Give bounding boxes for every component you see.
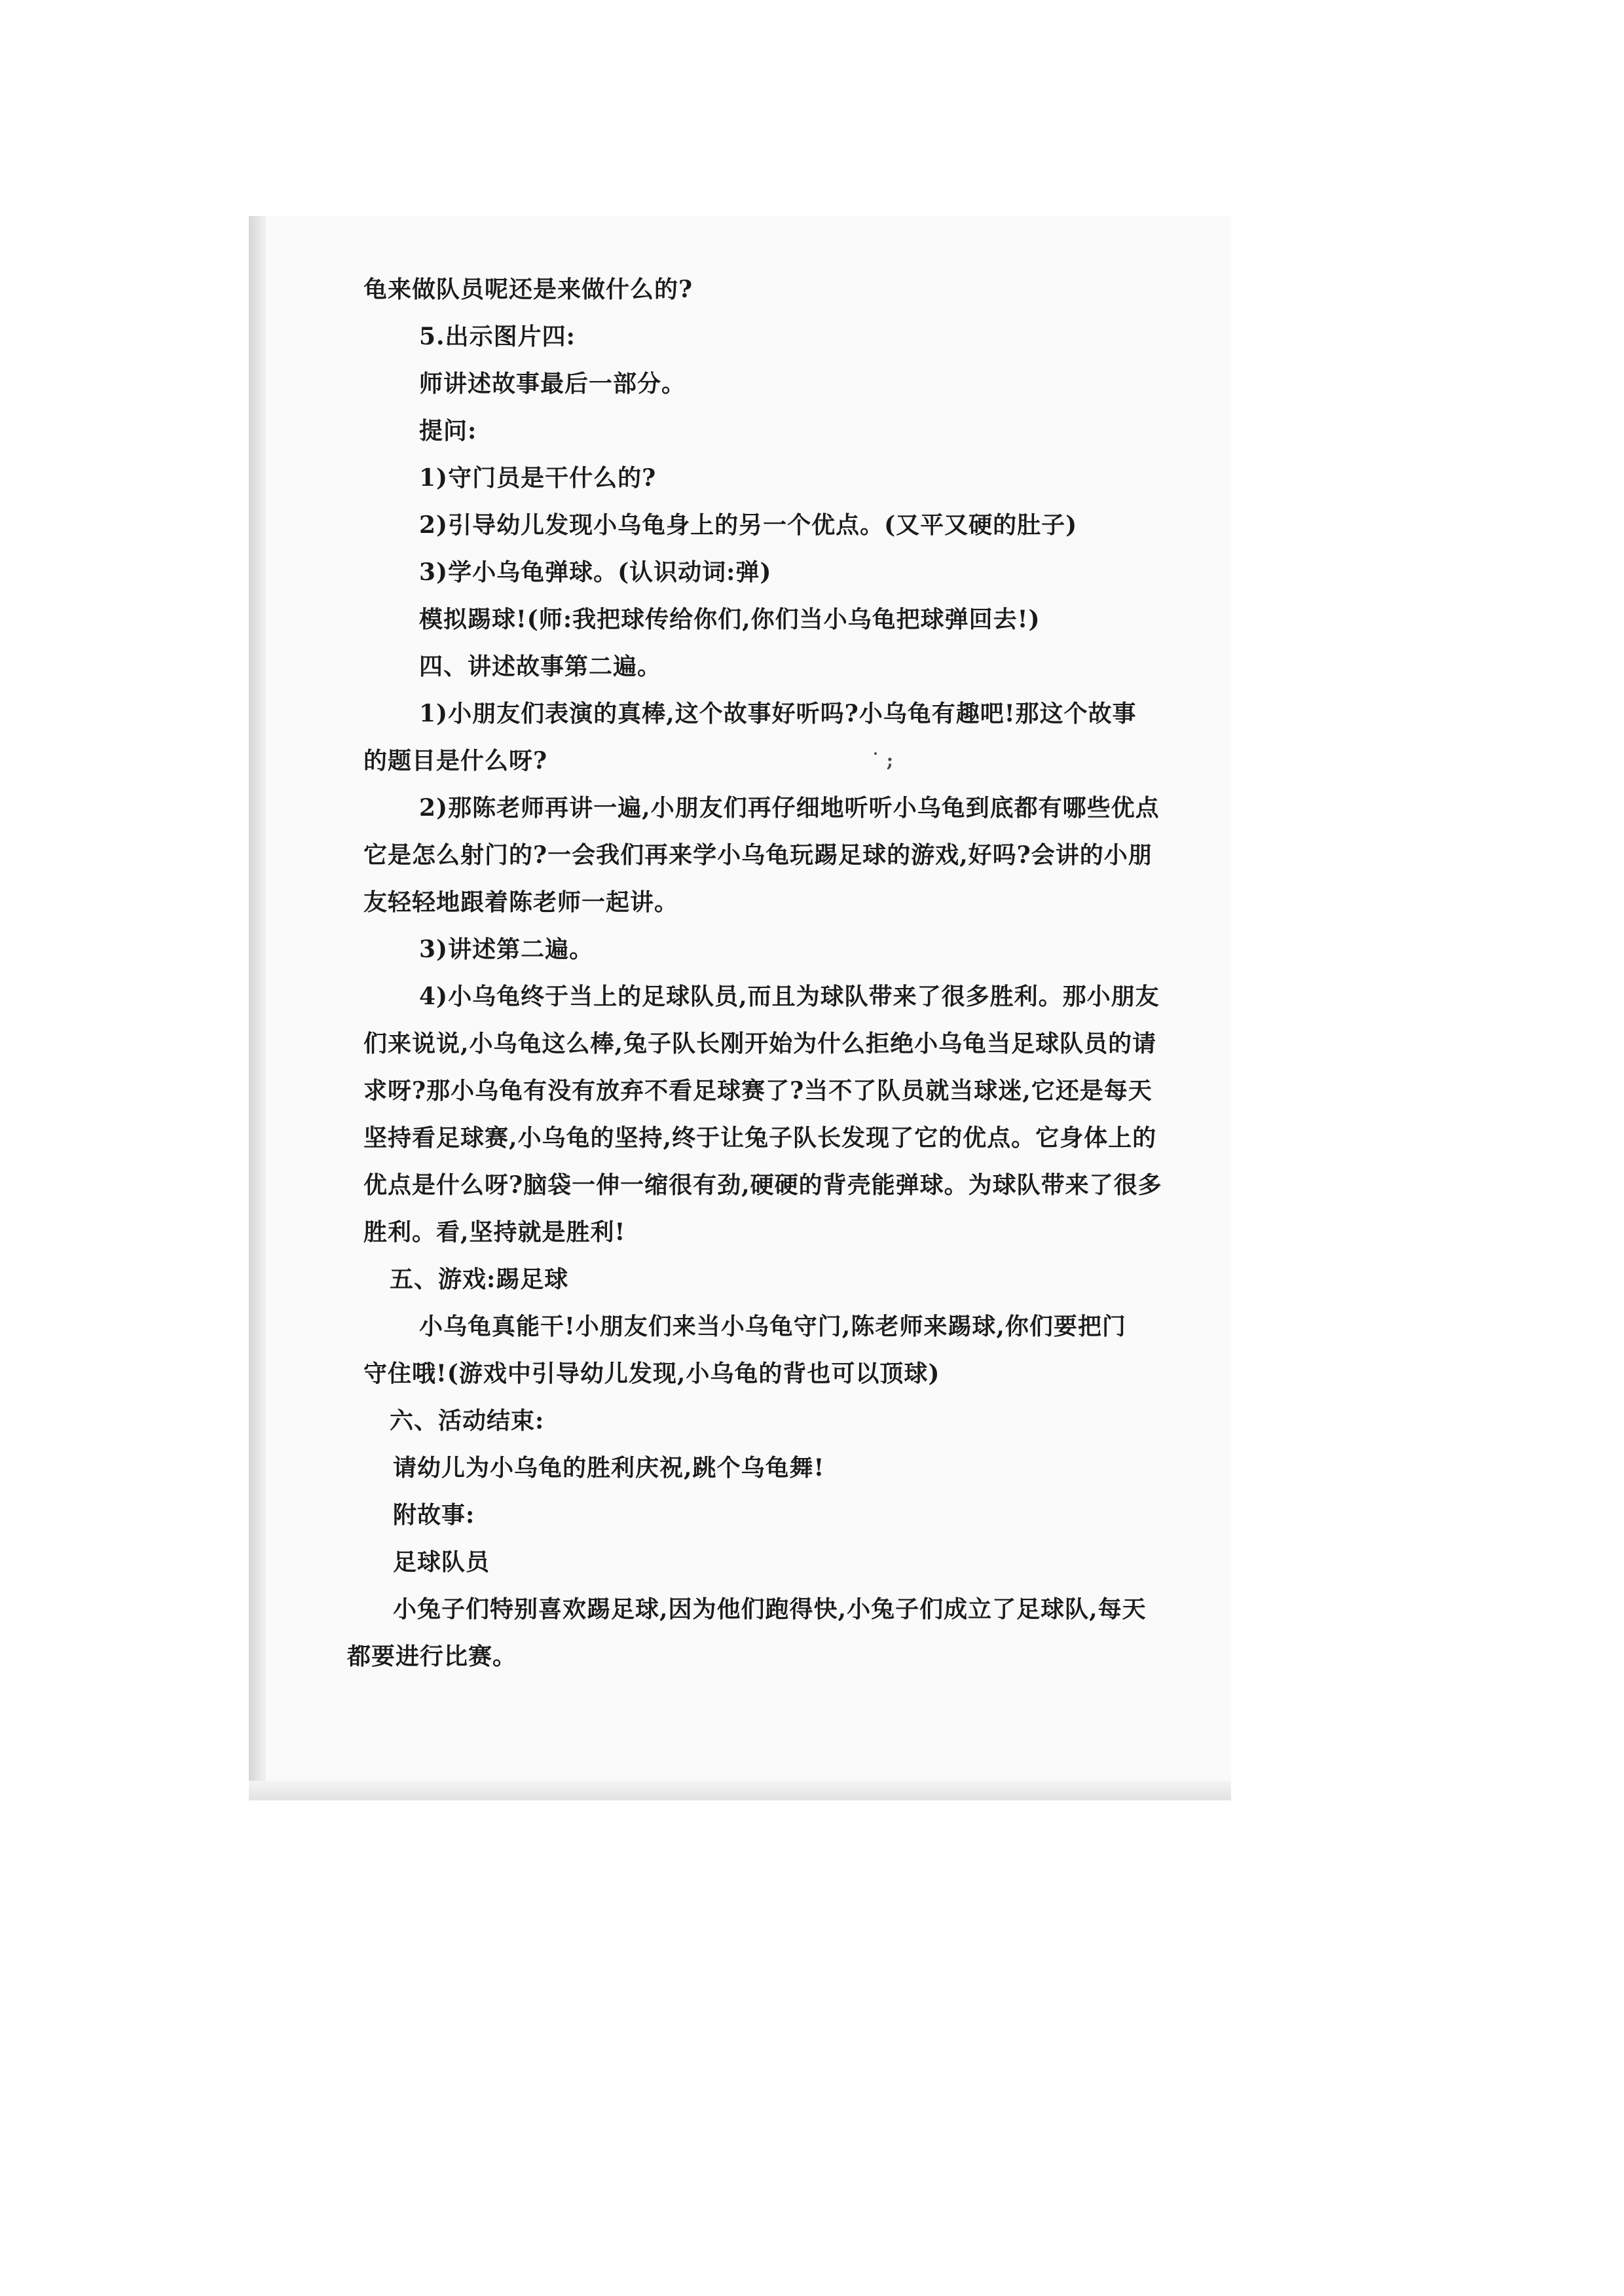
scan-shadow-left xyxy=(249,216,266,1800)
text-line: 3)讲述第二遍。 xyxy=(419,936,594,963)
text-line: 请幼儿为小乌龟的胜利庆祝,跳个乌龟舞! xyxy=(393,1454,825,1482)
text-line: 提问: xyxy=(419,417,477,445)
section-heading: 六、活动结束: xyxy=(390,1407,545,1434)
text-line: 小乌龟真能干!小朋友们来当小乌龟守门,陈老师来踢球,你们要把门 xyxy=(419,1313,1126,1340)
text-line: 守住哦!(游戏中引导幼儿发现,小乌龟的背也可以顶球) xyxy=(363,1360,940,1387)
text-line: 的题目是什么呀? xyxy=(363,747,548,774)
text-line: 都要进行比赛。 xyxy=(347,1643,517,1670)
text-line: 求呀?那小乌龟有没有放弃不看足球赛了?当不了队员就当球迷,它还是每天 xyxy=(363,1077,1153,1104)
text-line: 坚持看足球赛,小乌龟的坚持,终于让兔子队长发现了它的优点。它身体上的 xyxy=(363,1124,1157,1152)
text-line: 1)小朋友们表演的真棒,这个故事好听吗?小乌龟有趣吧!那这个故事 xyxy=(419,700,1137,727)
text-line: 模拟踢球!(师:我把球传给你们,你们当小乌龟把球弹回去!) xyxy=(419,606,1041,633)
text-line: 优点是什么呀?脑袋一伸一缩很有劲,硬硬的背壳能弹球。为球队带来了很多 xyxy=(363,1171,1162,1199)
text-line: 5.出示图片四: xyxy=(419,323,576,350)
text-line: 们来说说,小乌龟这么棒,兔子队长刚开始为什么拒绝小乌龟当足球队员的请 xyxy=(363,1030,1157,1057)
text-line: 师讲述故事最后一部分。 xyxy=(419,370,686,397)
text-line: 龟来做队员呢还是来做什么的? xyxy=(363,276,693,303)
text-line: 友轻轻地跟着陈老师一起讲。 xyxy=(363,888,679,916)
text-line: 2)引导幼儿发现小乌龟身上的另一个优点。(又平又硬的肚子) xyxy=(419,511,1078,539)
section-heading: 五、游戏:踢足球 xyxy=(390,1266,569,1293)
text-line: 四、讲述故事第二遍。 xyxy=(419,653,662,680)
text-line: 附故事: xyxy=(393,1501,475,1529)
text-line: 它是怎么射门的?一会我们再来学小乌龟玩踢足球的游戏,好吗?会讲的小朋 xyxy=(363,841,1153,869)
text-line: 3)学小乌龟弹球。(认识动词:弹) xyxy=(419,558,772,586)
text-line: 2)那陈老师再讲一遍,小朋友们再仔细地听听小乌龟到底都有哪些优点 xyxy=(419,794,1160,822)
text-line: 小兔子们特别喜欢踢足球,因为他们跑得快,小兔子们成立了足球队,每天 xyxy=(393,1595,1147,1623)
text-line: 4)小乌龟终于当上的足球队员,而且为球队带来了很多胜利。那小朋友 xyxy=(419,983,1160,1010)
story-title: 足球队员 xyxy=(393,1548,490,1576)
text-line: 1)守门员是干什么的? xyxy=(419,464,657,492)
scan-shadow-bottom xyxy=(249,1781,1231,1800)
scan-speck: ˙ ; xyxy=(871,750,894,771)
text-line: 胜利。看,坚持就是胜利! xyxy=(363,1218,626,1246)
